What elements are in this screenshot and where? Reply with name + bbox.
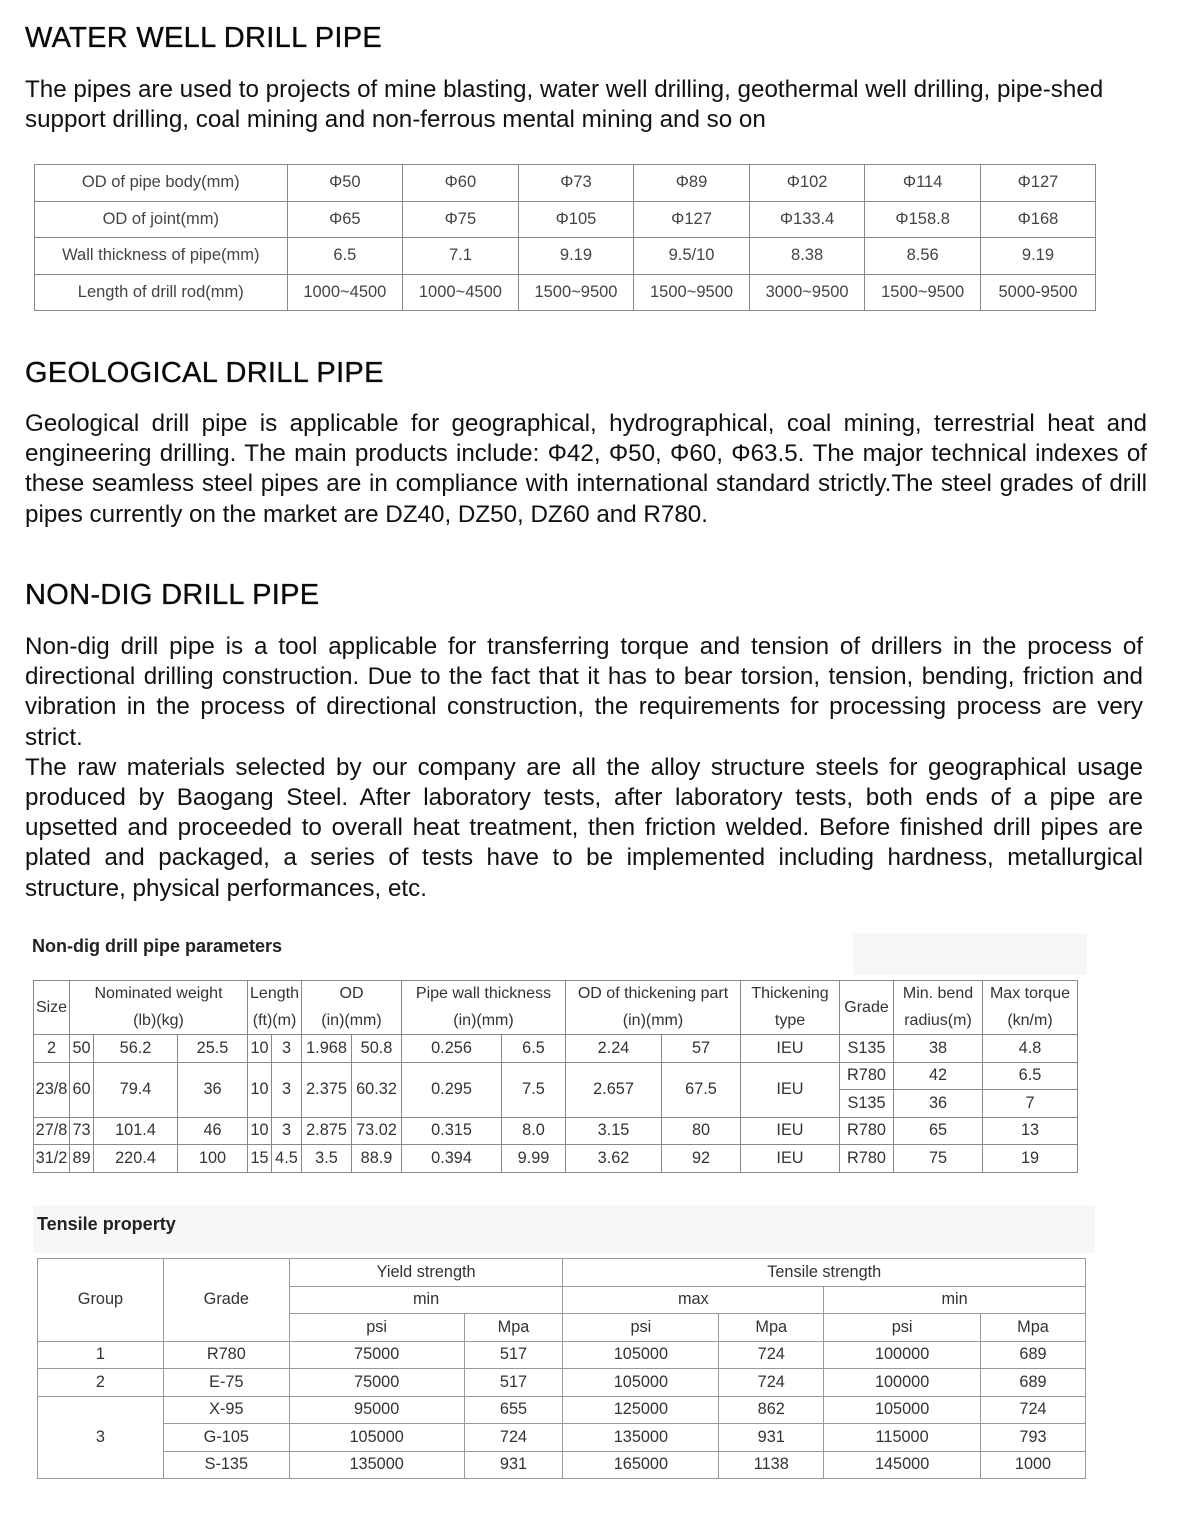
header-group: Group [38,1259,164,1342]
size-in: 23/8 [34,1062,70,1117]
table-cell: 9.19 [518,238,634,275]
thickening-type: IEU [741,1062,840,1117]
wall-mm: 9.99 [502,1145,566,1173]
header-thickening-od-units: (in)(mm) [566,1008,741,1035]
table-cell: 3000~9500 [749,274,865,311]
yield-mpa: 655 [464,1396,563,1424]
grade: R780 [840,1145,894,1173]
tensile-max-mpa: 724 [719,1341,824,1369]
grade: R780 [840,1117,894,1145]
table-cell: Φ89 [634,165,750,202]
thickening-od-mm: 80 [662,1117,741,1145]
grade: S135 [840,1090,894,1118]
max-torque: 19 [983,1145,1078,1173]
tensile-min-psi: 100000 [824,1369,981,1397]
yield-psi: 135000 [289,1451,464,1479]
max-torque: 13 [983,1117,1078,1145]
table-cell: Φ114 [865,165,981,202]
table-cell: 1000~4500 [403,274,519,311]
tensile-max-psi: 125000 [563,1396,719,1424]
length-m: 3 [272,1062,302,1117]
table-row [38,1369,1086,1397]
thickening-od-in: 3.62 [566,1145,662,1173]
tensile-max-psi: 105000 [563,1369,719,1397]
table-row [34,1117,1078,1145]
table-cell: 8.38 [749,238,865,275]
header-od: OD [302,981,402,1008]
yield-psi: 95000 [289,1396,464,1424]
min-bend-radius: 42 [894,1062,983,1090]
wall-in: 0.295 [402,1062,502,1117]
yield-mpa: 517 [464,1369,563,1397]
thickening-od-mm: 57 [662,1035,741,1063]
od-mm: 88.9 [352,1145,402,1173]
params-table-caption: Non-dig drill pipe parameters [32,936,283,956]
tensile-max-mpa: 862 [719,1396,824,1424]
tensile-min-mpa: 1000 [981,1451,1086,1479]
grade: E-75 [163,1369,289,1397]
od-in: 1.968 [302,1035,352,1063]
wall-in: 0.394 [402,1145,502,1173]
header-wall-units: (in)(mm) [402,1008,566,1035]
table-cell: Φ60 [403,165,519,202]
grade: G-105 [163,1424,289,1452]
size-in: 2 [34,1035,70,1063]
size-mm: 50 [70,1035,94,1063]
size-in: 27/8 [34,1117,70,1145]
length-ft: 10 [248,1062,272,1117]
tensile-min-mpa: 793 [981,1424,1086,1452]
caption-background [33,1205,1095,1253]
non-dig-title: NON-DIG DRILL PIPE [25,579,320,611]
weight-lb: 101.4 [94,1117,178,1145]
group: 1 [38,1341,164,1369]
wall-mm: 8.0 [502,1117,566,1145]
weight-kg: 36 [178,1062,248,1117]
water-well-description: The pipes are used to projects of mine blasting, water well drilling, geothermal well drilling, pipe-shed support drilling, coal mining and non-ferrous mental mining and so on [25,76,1104,134]
caption-background [853,933,1087,975]
weight-kg: 100 [178,1145,248,1173]
table-cell: Φ73 [518,165,634,202]
table-cell: Φ158.8 [865,201,981,238]
header-psi: psi [563,1314,719,1342]
od-mm: 73.02 [352,1117,402,1145]
table-cell: Φ133.4 [749,201,865,238]
thickening-type: IEU [741,1145,840,1173]
header-wall-thickness: Pipe wall thickness [402,981,566,1008]
max-torque: 4.8 [983,1035,1078,1063]
header-min-bend: Min. bend [894,981,983,1008]
table-cell: 1500~9500 [865,274,981,311]
thickening-type: IEU [741,1117,840,1145]
row-label: OD of pipe body(mm) [35,165,288,202]
tensile-min-psi: 105000 [824,1396,981,1424]
table-row [35,274,1096,311]
yield-mpa: 931 [464,1451,563,1479]
header-mpa: Mpa [981,1314,1086,1342]
table-cell: Φ127 [980,165,1095,202]
yield-psi: 75000 [289,1369,464,1397]
group: 2 [38,1369,164,1397]
header-length-units: (ft)(m) [248,1008,302,1035]
table-row [34,1035,1078,1063]
thickening-od-mm: 92 [662,1145,741,1173]
grade: S135 [840,1035,894,1063]
length-ft: 10 [248,1035,272,1063]
tensile-max-psi: 165000 [563,1451,719,1479]
table-cell: 9.5/10 [634,238,750,275]
geological-title: GEOLOGICAL DRILL PIPE [25,357,384,389]
table-cell: 1500~9500 [634,274,750,311]
row-label: Wall thickness of pipe(mm) [35,238,288,275]
wall-in: 0.256 [402,1035,502,1063]
grade: X-95 [163,1396,289,1424]
length-ft: 10 [248,1117,272,1145]
header-weight-units: (lb)(kg) [70,1008,248,1035]
header-grade: Grade [163,1259,289,1342]
weight-lb: 56.2 [94,1035,178,1063]
header-min-bend-units: radius(m) [894,1008,983,1035]
od-in: 2.875 [302,1117,352,1145]
length-m: 3 [272,1035,302,1063]
yield-psi: 105000 [289,1424,464,1452]
length-m: 4.5 [272,1145,302,1173]
header-grade: Grade [840,981,894,1035]
tensile-min-mpa: 689 [981,1341,1086,1369]
table-row [38,1451,1086,1479]
min-bend-radius: 38 [894,1035,983,1063]
tensile-min-mpa: 689 [981,1369,1086,1397]
header-weight: Nominated weight [70,981,248,1008]
grade: R780 [840,1062,894,1090]
max-torque: 6.5 [983,1062,1078,1090]
table-cell: Φ168 [980,201,1095,238]
table-cell: 1000~4500 [287,274,403,311]
length-m: 3 [272,1117,302,1145]
weight-lb: 220.4 [94,1145,178,1173]
od-in: 3.5 [302,1145,352,1173]
table-cell: Φ105 [518,201,634,238]
yield-mpa: 724 [464,1424,563,1452]
table-cell: Φ75 [403,201,519,238]
wall-mm: 6.5 [502,1035,566,1063]
tensile-max-mpa: 931 [719,1424,824,1452]
min-bend-radius: 75 [894,1145,983,1173]
od-mm: 50.8 [352,1035,402,1063]
header-thickening-od: OD of thickening part [566,981,741,1008]
row-label: OD of joint(mm) [35,201,288,238]
geological-description: Geological drill pipe is applicable for geographical, hydrographical, coal mining, terrestrial heat and engineering drilling. The main products include: Φ42, Φ50, Φ60, Φ63.5. The major technical indexes of these seamless steel pipes are in compliance with international standard strictly.The steel grades of drill pipes currently on the market are DZ40, DZ50, DZ60 and R780. [25,410,1147,528]
table-row [35,165,1096,202]
row-label: Length of drill rod(mm) [35,274,288,311]
size-mm: 89 [70,1145,94,1173]
thickening-od-in: 2.657 [566,1062,662,1117]
header-thickening-type: Thickening [741,981,840,1008]
header-length: Length [248,981,302,1008]
grade: S-135 [163,1451,289,1479]
header-tensile-min: min [824,1286,1086,1314]
table-row [34,1145,1078,1173]
size-mm: 60 [70,1062,94,1117]
tensile-table-caption: Tensile property [37,1214,176,1234]
header-psi: psi [289,1314,464,1342]
weight-kg: 25.5 [178,1035,248,1063]
table-cell: 8.56 [865,238,981,275]
weight-kg: 46 [178,1117,248,1145]
table-row [35,238,1096,275]
min-bend-radius: 36 [894,1090,983,1118]
tensile-property-table [37,1258,1086,1479]
tensile-min-psi: 100000 [824,1341,981,1369]
table-cell: 5000-9500 [980,274,1095,311]
table-cell: Φ65 [287,201,403,238]
wall-mm: 7.5 [502,1062,566,1117]
header-max-torque: Max torque [983,981,1078,1008]
size-in: 31/2 [34,1145,70,1173]
thickening-od-mm: 67.5 [662,1062,741,1117]
non-dig-description [25,632,1143,904]
table-row [35,201,1096,238]
header-size: Size [34,981,70,1035]
thickening-type: IEU [741,1035,840,1063]
table-cell: Φ127 [634,201,750,238]
yield-mpa: 517 [464,1341,563,1369]
tensile-max-psi: 135000 [563,1424,719,1452]
non-dig-paragraph-1: Non-dig drill pipe is a tool applicable for transferring torque and tension of drillers in the process of directional drilling construction. Due to the fact that it has to bear torsion, tension, bending, friction and vibration in the process of directional construction, the requirements for processing process are very strict. [25,633,1143,751]
size-mm: 73 [70,1117,94,1145]
table-row [38,1341,1086,1369]
header-thickening-type-2: type [741,1008,840,1035]
header-max-torque-units: (kn/m) [983,1008,1078,1035]
table-row [34,1062,1078,1090]
table-cell: Φ102 [749,165,865,202]
yield-psi: 75000 [289,1341,464,1369]
header-tensile-max: max [563,1286,824,1314]
tensile-max-mpa: 724 [719,1369,824,1397]
weight-lb: 79.4 [94,1062,178,1117]
header-od-units: (in)(mm) [302,1008,402,1035]
header-yield-min: min [289,1286,563,1314]
od-mm: 60.32 [352,1062,402,1117]
table-cell: 9.19 [980,238,1095,275]
water-well-spec-table [34,164,1096,311]
tensile-max-mpa: 1138 [719,1451,824,1479]
length-ft: 15 [248,1145,272,1173]
grade: R780 [163,1341,289,1369]
thickening-od-in: 2.24 [566,1035,662,1063]
od-in: 2.375 [302,1062,352,1117]
table-cell: 1500~9500 [518,274,634,311]
header-mpa: Mpa [464,1314,563,1342]
water-well-title: WATER WELL DRILL PIPE [25,22,383,54]
header-psi: psi [824,1314,981,1342]
header-tensile-strength: Tensile strength [563,1259,1086,1287]
table-row [38,1396,1086,1424]
tensile-min-psi: 115000 [824,1424,981,1452]
table-cell: 6.5 [287,238,403,275]
table-cell: 7.1 [403,238,519,275]
table-row [38,1424,1086,1452]
tensile-min-psi: 145000 [824,1451,981,1479]
header-yield-strength: Yield strength [289,1259,563,1287]
group: 3 [38,1396,164,1479]
header-mpa: Mpa [719,1314,824,1342]
wall-in: 0.315 [402,1117,502,1145]
non-dig-paragraph-2: The raw materials selected by our company are all the alloy structure steels for geographical usage produced by Baogang Steel. After laboratory tests, after laboratory tests, both ends of a pipe are upsetted and proceeded to overall heat treatment, then friction welded. Before finished drill pipes are plated and packaged, a series of tests have to be implemented including hardness, metallurgical structure, physical performances, etc. [25,753,1143,902]
min-bend-radius: 65 [894,1117,983,1145]
tensile-max-psi: 105000 [563,1341,719,1369]
tensile-min-mpa: 724 [981,1396,1086,1424]
max-torque: 7 [983,1090,1078,1118]
thickening-od-in: 3.15 [566,1117,662,1145]
non-dig-params-table [33,980,1078,1173]
table-cell: Φ50 [287,165,403,202]
